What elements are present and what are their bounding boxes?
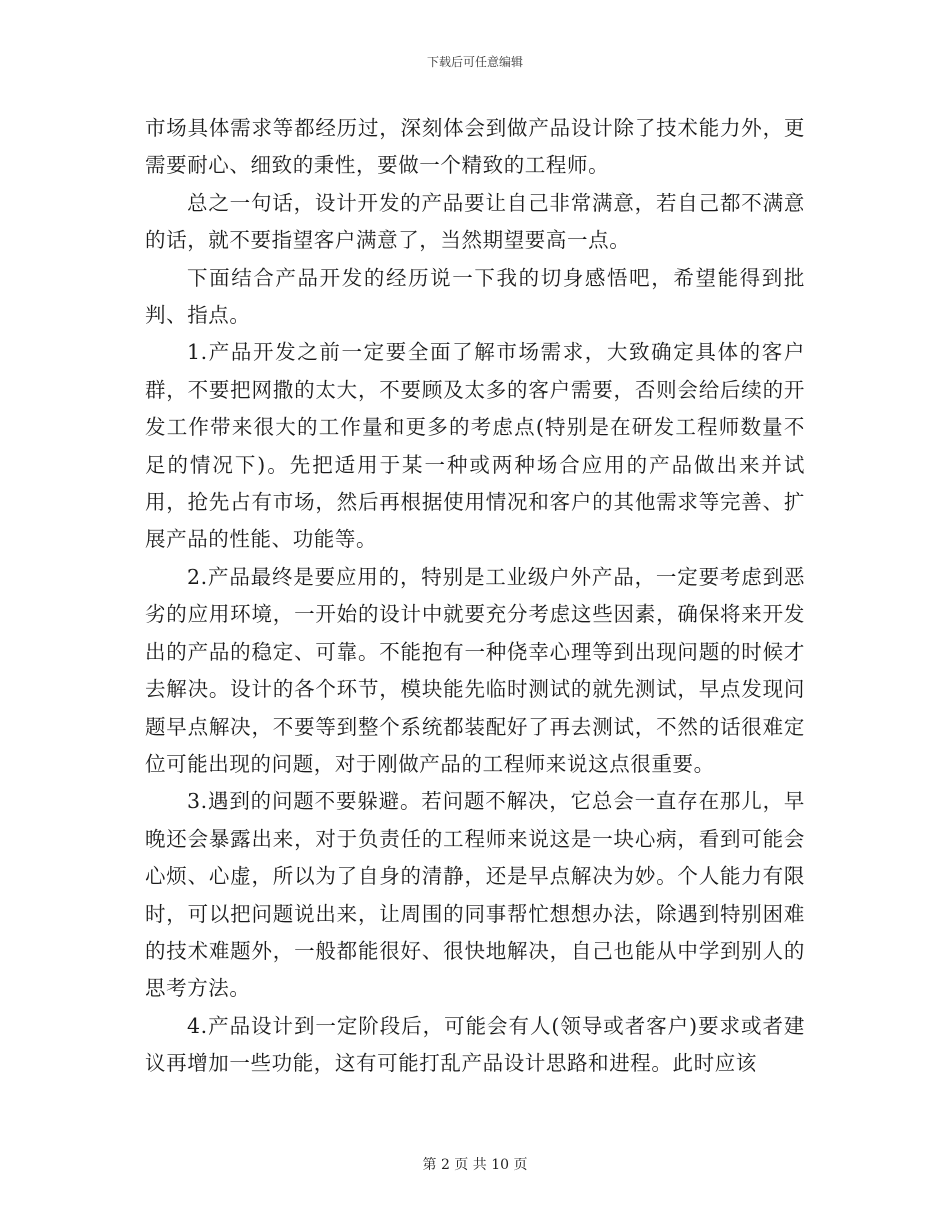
paragraph-2: 总之一句话，设计开发的产品要让自己非常满意，若自己都不满意的话，就不要指望客户满意了，当然期望要高一点。: [145, 190, 805, 253]
page-number: 第 2 页 共 10 页: [422, 1157, 528, 1173]
paragraph-item-3: 3.遇到的问题不要躲避。若问题不解决，它总会一直存在那儿，早晚还会暴露出来，对于负责任的工程师来说这是一块心病，看到可能会心烦、心虚，所以为了自身的清静，还是早点解决为妙。个人能力有限时，可以把问题说出来，让周围的同事帮忙想想办法，除遇到特别困难的技术难题外，一般都能很好、很快地解决，自己也能从中学到别人的思考方法。: [145, 789, 805, 1001]
paragraph-item-2: 2.产品最终是要应用的，特别是工业级户外产品，一定要考虑到恶劣的应用环境，一开始的设计中就要充分考虑这些因素，确保将来开发出的产品的稳定、可靠。不能抱有一种侥幸心理等到出现问题的时候才去解决。设计的各个环节，模块能先临时测试的就先测试，早点发现问题早点解决，不要等到整个系统都装配好了再去测试，不然的话很难定位可能出现的问题，对于刚做产品的工程师来说这点很重要。: [145, 564, 805, 776]
paragraph-item-4: 4.产品设计到一定阶段后，可能会有人(领导或者客户)要求或者建议再增加一些功能，这有可能打乱产品设计思路和进程。此时应该: [145, 1013, 805, 1076]
page-header: 下载后可任意编辑: [426, 55, 523, 69]
paragraph-3: 下面结合产品开发的经历说一下我的切身感悟吧，希望能得到批判、指点。: [145, 265, 805, 328]
paragraph-1: 市场具体需求等都经历过，深刻体会到做产品设计除了技术能力外，更需要耐心、细致的秉性，要做一个精致的工程师。: [145, 116, 805, 178]
paragraph-item-1: 1.产品开发之前一定要全面了解市场需求，大致确定具体的客户群，不要把网撒的太大，不要顾及太多的客户需要，否则会给后续的开发工作带来很大的工作量和更多的考虑点(特别是在研发工程师数量不足的情况下)。先把适用于某一种或两种场合应用的产品做出来并试用，抢先占有市场，然后再根据使用情况和客户的其他需求等完善、扩展产品的性能、功能等。: [145, 340, 805, 552]
document-body: [145, 110, 805, 1083]
